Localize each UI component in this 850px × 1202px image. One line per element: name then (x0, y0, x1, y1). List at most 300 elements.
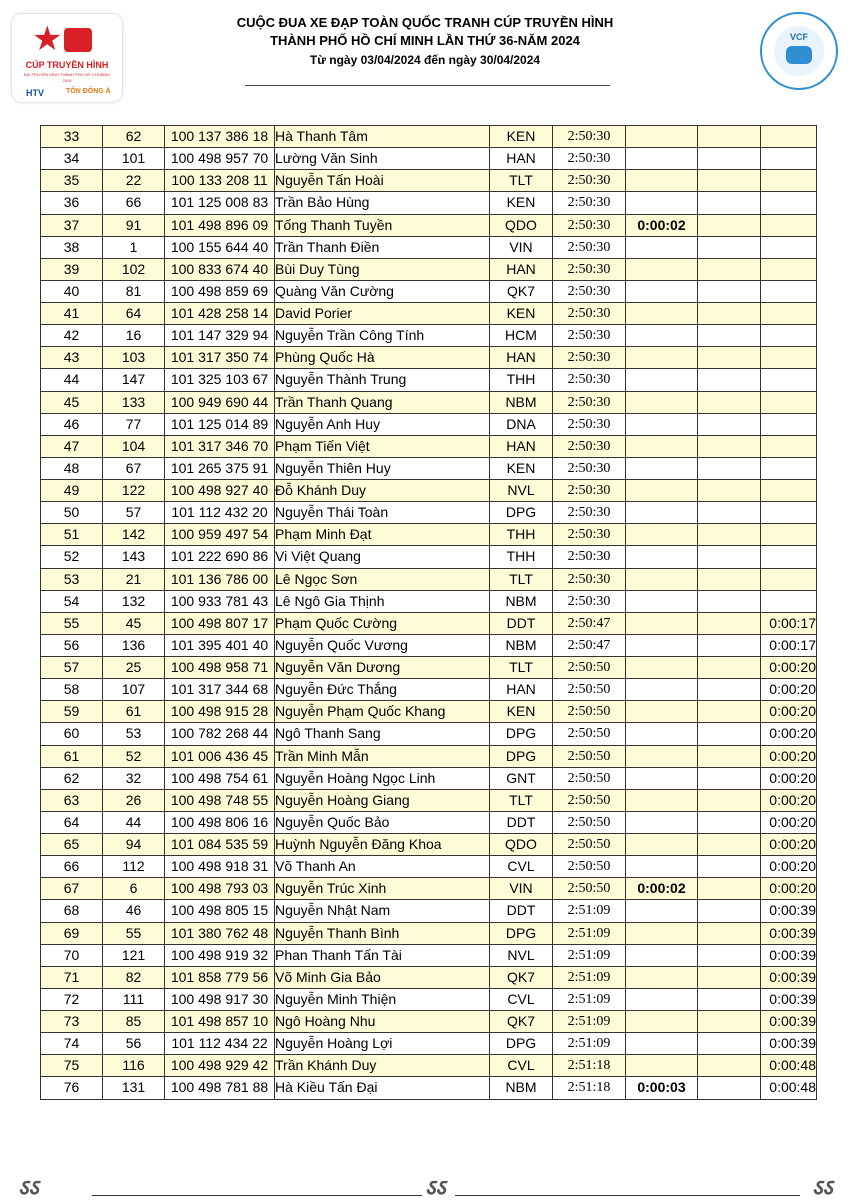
cell-bonus (626, 170, 698, 192)
cell-team: QK7 (490, 966, 553, 988)
cell-team: KEN (490, 457, 553, 479)
cell-gap (761, 369, 817, 391)
cell-blank (698, 1011, 761, 1033)
cell-rank: 74 (41, 1033, 103, 1055)
cell-bib: 57 (103, 502, 165, 524)
cell-team: CVL (490, 1055, 553, 1077)
cell-blank (698, 325, 761, 347)
cell-bib: 1 (103, 236, 165, 258)
cell-uci: 101 858 779 56 (165, 966, 275, 988)
cell-gap: 0:00:20 (761, 701, 817, 723)
cell-bib: 94 (103, 834, 165, 856)
table-row (41, 1033, 817, 1055)
cell-team: KEN (490, 701, 553, 723)
cell-uci: 101 265 375 91 (165, 457, 275, 479)
cell-name: Trần Minh Mẫn (275, 745, 490, 767)
table-row (41, 258, 817, 280)
cell-uci: 101 125 008 83 (165, 192, 275, 214)
cell-uci: 100 498 958 71 (165, 657, 275, 679)
cell-bib: 142 (103, 524, 165, 546)
cell-gap (761, 568, 817, 590)
cell-name: Võ Thanh An (275, 856, 490, 878)
cell-uci: 100 155 644 40 (165, 236, 275, 258)
cell-rank: 56 (41, 634, 103, 656)
cell-team: DPG (490, 1033, 553, 1055)
cell-time: 2:50:30 (553, 546, 626, 568)
cell-bib: 81 (103, 280, 165, 302)
cell-bib: 143 (103, 546, 165, 568)
cell-bonus (626, 546, 698, 568)
cell-team: KEN (490, 192, 553, 214)
cell-name: Phạm Tiến Việt (275, 435, 490, 457)
cell-gap (761, 546, 817, 568)
cell-uci: 101 136 786 00 (165, 568, 275, 590)
cell-rank: 43 (41, 347, 103, 369)
cell-rank: 33 (41, 126, 103, 148)
cell-team: NBM (490, 590, 553, 612)
cell-time: 2:50:30 (553, 192, 626, 214)
cell-name: Nguyễn Hoàng Giang (275, 789, 490, 811)
cell-rank: 35 (41, 170, 103, 192)
cell-bib: 101 (103, 148, 165, 170)
cell-rank: 60 (41, 723, 103, 745)
cell-team: DNA (490, 413, 553, 435)
cell-rank: 41 (41, 303, 103, 325)
cell-rank: 53 (41, 568, 103, 590)
table-row (41, 701, 817, 723)
cell-gap: 0:00:48 (761, 1077, 817, 1099)
cell-bonus (626, 922, 698, 944)
cell-blank (698, 568, 761, 590)
cell-name: Nguyễn Thành Trung (275, 369, 490, 391)
cell-blank (698, 457, 761, 479)
cell-blank (698, 834, 761, 856)
cell-team: DDT (490, 900, 553, 922)
cell-bib: 104 (103, 435, 165, 457)
table-row (41, 524, 817, 546)
cell-uci: 101 222 690 86 (165, 546, 275, 568)
cell-name: Bùi Duy Tùng (275, 258, 490, 280)
cell-blank (698, 679, 761, 701)
cell-name: Lường Văn Sinh (275, 148, 490, 170)
cell-rank: 69 (41, 922, 103, 944)
htv-logo: HTV (26, 88, 44, 98)
cell-uci: 101 395 401 40 (165, 634, 275, 656)
cell-bonus (626, 944, 698, 966)
table-row (41, 568, 817, 590)
cell-team: KEN (490, 303, 553, 325)
cell-team: HCM (490, 325, 553, 347)
table-row (41, 413, 817, 435)
cell-blank (698, 303, 761, 325)
cell-uci: 101 084 535 59 (165, 834, 275, 856)
cell-team: GNT (490, 767, 553, 789)
cell-rank: 55 (41, 612, 103, 634)
table-row (41, 236, 817, 258)
cell-name: Vi Việt Quang (275, 546, 490, 568)
cell-time: 2:50:30 (553, 236, 626, 258)
cell-gap (761, 347, 817, 369)
cell-gap (761, 148, 817, 170)
cell-bib: 102 (103, 258, 165, 280)
cell-blank (698, 524, 761, 546)
cell-team: NVL (490, 480, 553, 502)
cell-gap: 0:00:20 (761, 723, 817, 745)
cell-bonus (626, 590, 698, 612)
cell-name: Lê Ngô Gia Thịnh (275, 590, 490, 612)
cell-bib: 21 (103, 568, 165, 590)
cell-rank: 73 (41, 1011, 103, 1033)
cell-bonus (626, 126, 698, 148)
cell-gap (761, 214, 817, 236)
cell-name: Nguyễn Anh Huy (275, 413, 490, 435)
cell-gap (761, 126, 817, 148)
cell-gap: 0:00:39 (761, 922, 817, 944)
cell-blank (698, 170, 761, 192)
cell-gap: 0:00:20 (761, 767, 817, 789)
cell-bib: 64 (103, 303, 165, 325)
cell-time: 2:50:50 (553, 878, 626, 900)
cell-team: TLT (490, 170, 553, 192)
cell-time: 2:50:50 (553, 834, 626, 856)
cell-bonus (626, 723, 698, 745)
cell-time: 2:50:30 (553, 170, 626, 192)
cell-name: Nguyễn Văn Dương (275, 657, 490, 679)
cell-blank (698, 657, 761, 679)
cell-time: 2:50:30 (553, 369, 626, 391)
cell-name: Ngô Thanh Sang (275, 723, 490, 745)
cell-gap (761, 435, 817, 457)
cell-uci: 100 949 690 44 (165, 391, 275, 413)
cell-gap (761, 524, 817, 546)
cell-bib: 67 (103, 457, 165, 479)
cell-gap (761, 303, 817, 325)
cell-name: Quàng Văn Cường (275, 280, 490, 302)
cell-bonus (626, 745, 698, 767)
cell-rank: 54 (41, 590, 103, 612)
cell-team: NBM (490, 391, 553, 413)
cell-bonus (626, 789, 698, 811)
cell-uci: 100 498 919 32 (165, 944, 275, 966)
cell-uci: 100 498 915 28 (165, 701, 275, 723)
cell-uci: 101 317 344 68 (165, 679, 275, 701)
cell-time: 2:50:50 (553, 745, 626, 767)
cell-blank (698, 413, 761, 435)
cell-blank (698, 612, 761, 634)
table-row (41, 966, 817, 988)
table-row (41, 546, 817, 568)
cell-bib: 112 (103, 856, 165, 878)
cell-team: DPG (490, 723, 553, 745)
cell-rank: 44 (41, 369, 103, 391)
cell-bib: 103 (103, 347, 165, 369)
cell-uci: 100 498 806 16 (165, 811, 275, 833)
cell-bonus (626, 679, 698, 701)
cell-time: 2:50:50 (553, 811, 626, 833)
cell-name: Đỗ Khánh Duy (275, 480, 490, 502)
cell-name: Phạm Quốc Cường (275, 612, 490, 634)
vcf-abbr: VCF (790, 32, 808, 42)
footer-divider-right (455, 1195, 800, 1196)
cell-name: Trần Khánh Duy (275, 1055, 490, 1077)
results-table (40, 125, 817, 1100)
cell-bib: 77 (103, 413, 165, 435)
cell-rank: 39 (41, 258, 103, 280)
cell-time: 2:50:47 (553, 634, 626, 656)
cell-bonus (626, 701, 698, 723)
table-row (41, 811, 817, 833)
cell-gap: 0:00:20 (761, 856, 817, 878)
cell-uci: 100 498 917 30 (165, 988, 275, 1010)
cell-time: 2:51:09 (553, 988, 626, 1010)
cell-bonus (626, 413, 698, 435)
page-header (0, 0, 850, 110)
page-subtitle: THÀNH PHỐ HỒ CHÍ MINH LẦN THỨ 36-NĂM 2024 (270, 33, 580, 48)
cell-name: Nguyễn Thanh Bình (275, 922, 490, 944)
cell-bonus (626, 391, 698, 413)
table-row (41, 369, 817, 391)
table-row (41, 856, 817, 878)
cell-rank: 68 (41, 900, 103, 922)
cell-team: QDO (490, 834, 553, 856)
cell-team: CVL (490, 856, 553, 878)
cell-bonus (626, 856, 698, 878)
cell-bonus (626, 568, 698, 590)
cell-bonus (626, 369, 698, 391)
cell-gap (761, 236, 817, 258)
cell-bib: 61 (103, 701, 165, 723)
cell-gap (761, 480, 817, 502)
cell-team: TLT (490, 657, 553, 679)
cell-name: Nguyễn Quốc Vương (275, 634, 490, 656)
cell-blank (698, 502, 761, 524)
cell-gap: 0:00:39 (761, 1011, 817, 1033)
cell-rank: 40 (41, 280, 103, 302)
cell-bib: 82 (103, 966, 165, 988)
cell-time: 2:50:30 (553, 148, 626, 170)
cell-name: Nguyễn Hoàng Ngọc Linh (275, 767, 490, 789)
cell-bib: 52 (103, 745, 165, 767)
cell-uci: 101 125 014 89 (165, 413, 275, 435)
cell-bib: 45 (103, 612, 165, 634)
cell-bib: 6 (103, 878, 165, 900)
cell-time: 2:50:30 (553, 480, 626, 502)
cell-gap (761, 457, 817, 479)
cell-bib: 46 (103, 900, 165, 922)
cell-gap (761, 590, 817, 612)
cell-time: 2:51:09 (553, 900, 626, 922)
cell-gap: 0:00:20 (761, 657, 817, 679)
cell-time: 2:50:30 (553, 502, 626, 524)
cell-team: THH (490, 524, 553, 546)
cell-name: Nguyễn Tấn Hoài (275, 170, 490, 192)
cell-bonus (626, 347, 698, 369)
cell-bonus (626, 303, 698, 325)
cell-blank (698, 391, 761, 413)
cell-bib: 85 (103, 1011, 165, 1033)
cell-team: DPG (490, 922, 553, 944)
cell-rank: 63 (41, 789, 103, 811)
cup-logo (12, 14, 122, 102)
cell-time: 2:50:30 (553, 214, 626, 236)
cell-name: Trần Thanh Quang (275, 391, 490, 413)
table-row (41, 126, 817, 148)
cell-bonus (626, 435, 698, 457)
cell-rank: 47 (41, 435, 103, 457)
cell-time: 2:51:18 (553, 1055, 626, 1077)
cyclist-silhouette-icon: ऽऽ (18, 1175, 39, 1200)
cell-time: 2:51:09 (553, 944, 626, 966)
cell-time: 2:50:30 (553, 524, 626, 546)
table-row (41, 1011, 817, 1033)
cell-team: THH (490, 369, 553, 391)
table-row (41, 325, 817, 347)
cell-uci: 100 498 929 42 (165, 1055, 275, 1077)
cell-name: Nguyễn Đức Thắng (275, 679, 490, 701)
cell-blank (698, 811, 761, 833)
cell-bonus (626, 480, 698, 502)
cell-bib: 62 (103, 126, 165, 148)
cell-team: HAN (490, 258, 553, 280)
cell-rank: 49 (41, 480, 103, 502)
cell-gap (761, 502, 817, 524)
cell-name: Nguyễn Phạm Quốc Khang (275, 701, 490, 723)
cell-bonus (626, 280, 698, 302)
cell-bonus (626, 657, 698, 679)
cell-uci: 101 112 432 20 (165, 502, 275, 524)
table-row (41, 789, 817, 811)
cell-time: 2:50:50 (553, 723, 626, 745)
cell-bib: 25 (103, 657, 165, 679)
cell-gap: 0:00:20 (761, 878, 817, 900)
cyclist-silhouette-icon: ऽऽ (425, 1175, 446, 1200)
cell-bib: 132 (103, 590, 165, 612)
cell-gap: 0:00:20 (761, 811, 817, 833)
cell-bonus (626, 148, 698, 170)
cell-gap (761, 258, 817, 280)
cell-gap: 0:00:39 (761, 944, 817, 966)
cell-gap: 0:00:39 (761, 900, 817, 922)
cell-time: 2:50:30 (553, 347, 626, 369)
cell-bonus (626, 612, 698, 634)
cell-rank: 65 (41, 834, 103, 856)
table-row (41, 834, 817, 856)
cell-uci: 100 833 674 40 (165, 258, 275, 280)
cell-team: DDT (490, 612, 553, 634)
cell-uci: 100 137 386 18 (165, 126, 275, 148)
cell-bib: 56 (103, 1033, 165, 1055)
cell-blank (698, 922, 761, 944)
cell-name: Nguyễn Hoàng Lợi (275, 1033, 490, 1055)
table-row (41, 988, 817, 1010)
cell-rank: 72 (41, 988, 103, 1010)
cell-blank (698, 192, 761, 214)
cell-uci: 100 498 793 03 (165, 878, 275, 900)
cell-uci: 101 112 434 22 (165, 1033, 275, 1055)
cell-bib: 91 (103, 214, 165, 236)
cell-blank (698, 900, 761, 922)
cell-team: NBM (490, 634, 553, 656)
cell-bib: 44 (103, 811, 165, 833)
cell-name: Ngô Hoàng Nhu (275, 1011, 490, 1033)
cell-bonus (626, 524, 698, 546)
table-row (41, 767, 817, 789)
star-icon: ★ (32, 20, 63, 58)
cell-bonus (626, 988, 698, 1010)
cell-bonus (626, 966, 698, 988)
table-row (41, 900, 817, 922)
cell-bonus (626, 457, 698, 479)
cell-name: Trần Thanh Điền (275, 236, 490, 258)
cell-uci: 100 498 781 88 (165, 1077, 275, 1099)
cell-team: DPG (490, 502, 553, 524)
cell-time: 2:51:18 (553, 1077, 626, 1099)
cell-bib: 66 (103, 192, 165, 214)
cell-time: 2:50:30 (553, 435, 626, 457)
cycling-federation-icon (786, 46, 812, 64)
results-body (41, 126, 817, 1100)
cell-team: TLT (490, 568, 553, 590)
cell-gap: 0:00:20 (761, 789, 817, 811)
cell-uci: 101 498 857 10 (165, 1011, 275, 1033)
cell-name: Tống Thanh Tuyền (275, 214, 490, 236)
cell-uci: 100 498 927 40 (165, 480, 275, 502)
cell-gap: 0:00:39 (761, 1033, 817, 1055)
vcf-logo (760, 12, 838, 90)
cell-bonus (626, 258, 698, 280)
table-row (41, 590, 817, 612)
date-range: Từ ngày 03/04/2024 đến ngày 30/04/2024 (309, 53, 541, 67)
cell-blank (698, 701, 761, 723)
cell-rank: 61 (41, 745, 103, 767)
cell-gap: 0:00:17 (761, 612, 817, 634)
cell-time: 2:50:30 (553, 568, 626, 590)
cell-time: 2:50:30 (553, 325, 626, 347)
cell-blank (698, 369, 761, 391)
cell-rank: 66 (41, 856, 103, 878)
cell-uci: 100 498 807 17 (165, 612, 275, 634)
cell-blank (698, 966, 761, 988)
cell-uci: 101 317 346 70 (165, 435, 275, 457)
cell-rank: 62 (41, 767, 103, 789)
cell-name: Nguyễn Minh Thiện (275, 988, 490, 1010)
footer-divider-left (92, 1195, 422, 1196)
cell-gap (761, 280, 817, 302)
cell-bib: 121 (103, 944, 165, 966)
cell-uci: 100 498 805 15 (165, 900, 275, 922)
cell-team: QDO (490, 214, 553, 236)
cell-team: DPG (490, 745, 553, 767)
cell-team: HAN (490, 347, 553, 369)
cell-blank (698, 480, 761, 502)
table-row (41, 634, 817, 656)
cell-bonus: 0:00:02 (626, 214, 698, 236)
cell-rank: 50 (41, 502, 103, 524)
cell-bib: 116 (103, 1055, 165, 1077)
cell-rank: 38 (41, 236, 103, 258)
cell-blank (698, 767, 761, 789)
cell-rank: 42 (41, 325, 103, 347)
cell-blank (698, 856, 761, 878)
cell-bonus (626, 834, 698, 856)
cell-bonus (626, 900, 698, 922)
cell-time: 2:50:50 (553, 767, 626, 789)
cell-blank (698, 1055, 761, 1077)
cell-rank: 51 (41, 524, 103, 546)
cell-time: 2:50:50 (553, 856, 626, 878)
cell-rank: 75 (41, 1055, 103, 1077)
cyclist-silhouette-icon: ऽऽ (812, 1175, 833, 1200)
